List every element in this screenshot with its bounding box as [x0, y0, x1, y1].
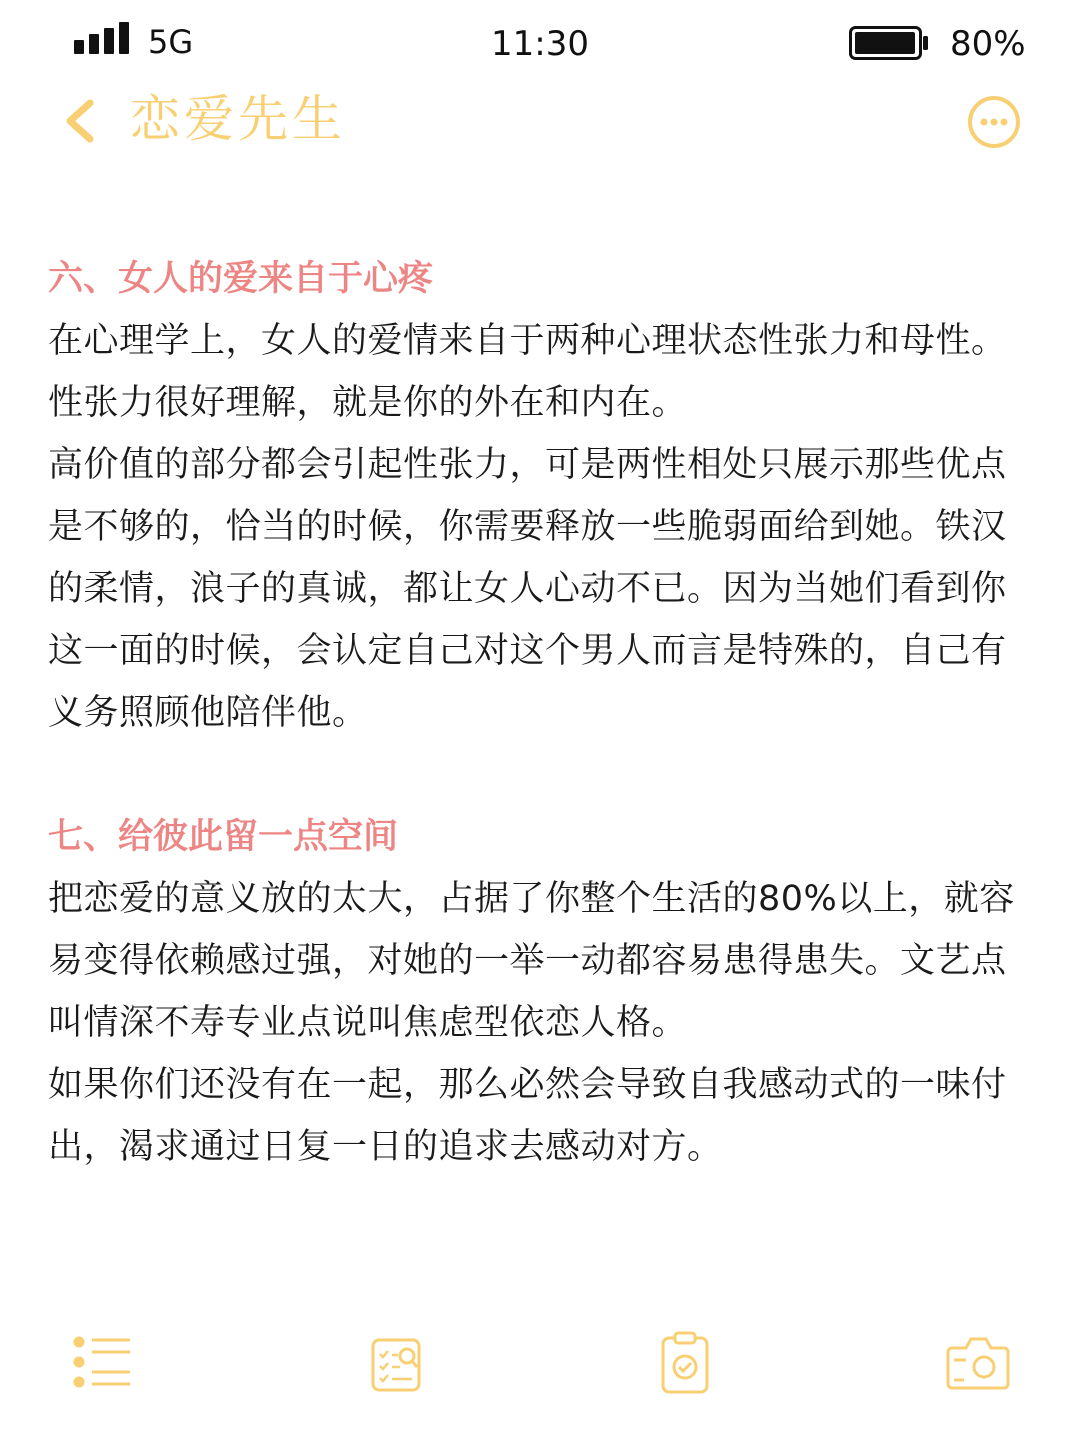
- clock: 11:30: [491, 24, 589, 64]
- paragraph: 在心理学上，女人的爱情来自于两种心理状态性张力和母性。性张力很好理解，就是你的外在和内在。: [48, 321, 1007, 423]
- status-bar: [0, 0, 1080, 90]
- section-heading: 六、女人的爱来自于心疼: [48, 259, 434, 299]
- note-content[interactable]: [48, 248, 1032, 1240]
- battery-level: 80%: [950, 24, 1026, 64]
- battery-icon: [849, 26, 929, 60]
- section-heading: 七、给彼此留一点空间: [48, 817, 399, 857]
- chevron-left-icon[interactable]: [60, 98, 100, 144]
- list-icon[interactable]: [72, 1330, 132, 1394]
- more-circle-icon[interactable]: [966, 94, 1022, 150]
- section-six: [48, 248, 1032, 744]
- section-seven: [48, 806, 1032, 1178]
- camera-icon[interactable]: [946, 1330, 1010, 1394]
- paragraph: 把恋爱的意义放的太大，占据了你整个生活的80%以上，就容易变得依赖感过强，对她的一举一动都容易患得患失。文艺点叫情深不寿专业点说叫焦虑型依恋人格。: [48, 879, 1015, 1043]
- clipboard-check-icon[interactable]: [660, 1330, 710, 1394]
- checklist-search-icon[interactable]: [370, 1330, 422, 1394]
- page-title: 恋爱先生: [130, 90, 346, 148]
- network-type: 5G: [148, 23, 194, 61]
- bottom-toolbar: [0, 1330, 1080, 1400]
- nav-bar: [0, 80, 1080, 160]
- paragraph: 高价值的部分都会引起性张力，可是两性相处只展示那些优点是不够的，恰当的时候，你需要释放一些脆弱面给到她。铁汉的柔情，浪子的真诚，都让女人心动不已。因为当她们看到你这一面的时候，会认定自己对这个男人而言是特殊的，自己有义务照顾他陪伴他。: [48, 445, 1007, 733]
- paragraph: 如果你们还没有在一起，那么必然会导致自我感动式的一味付出，渴求通过日复一日的追求去感动对方。: [48, 1065, 1007, 1167]
